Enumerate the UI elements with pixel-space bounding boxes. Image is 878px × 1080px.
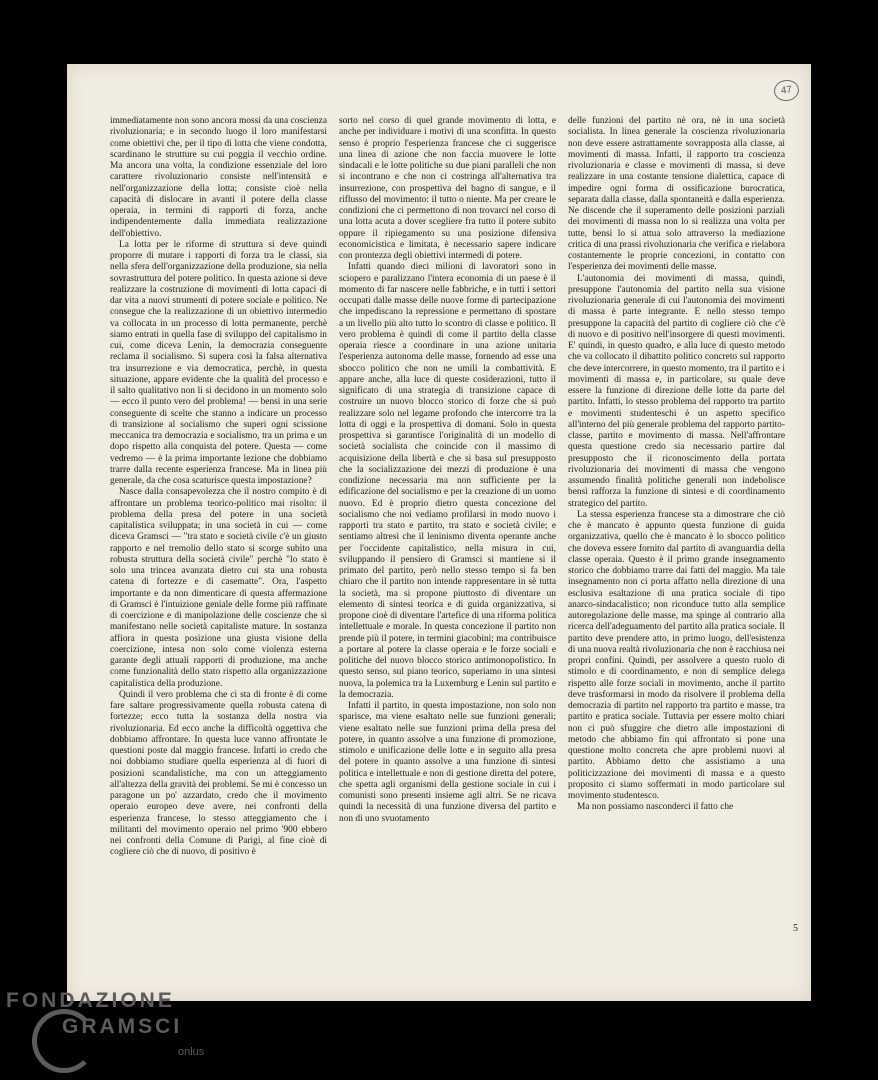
paragraph: immediatamente non sono ancora mossi da una coscienza rivoluzionaria; e in secondo luogo il loro manifestarsi come obiettivi che, per il tipo di lotta che viene condotta, scardinano le strutture su cui poggia il vecchio ordine. Ma ancora una volta, la condizione essenziale del loro carattere rivoluzionario consiste nell'intensità e nell'organizzazione della lotta; consiste cioè nella capacità di dislocare in avanti il potere della classe operaia, in termini di rapporti di forza, anche indipendentemente dalla immediata realizzazione dell'obiettivo.: [110, 116, 327, 239]
paragraph: delle funzioni del partito nè ora, nè in una società socialista. In linea generale la coscienza rivoluzionaria non deve essere astrattamente sovrapposta alla classe, ai movimenti di massa. Infatti, il rapporto tra coscienza rivoluzionaria e classe e movimenti di massa, si deve realizzare in una costante tensione dialettica, capace di impedire ogni forma di ossificazione burocratica, separata dalla classe, dalla spontaneità e dalla esperienza. Ne discende che il superamento delle posizioni parziali dei movimenti di massa non lo si realizza una volta per tutte, bensì lo si attua solo attraverso la mediazione critica di una prassi rivoluzionaria che verifica e rielabora costantemente le proprie concezioni, in contatto con l'esperienza dei movimenti delle masse.: [568, 116, 785, 273]
watermark-line2: GRAMSCI: [62, 1015, 183, 1038]
paragraph: La lotta per le riforme di struttura si deve quindi proporre di mutare i rapporti di forza tra le classi, sia nella sfera dell'organizzazione della produzione, sia nella sovrastruttura del potere politico. In questa azione si deve realizzare la costruzione di movimenti di lotta capaci di dar vita a nuovi strumenti di potere sociale e politico. Ne consegue che la realizzazione di un obiettivo intermedio va collocata in un processo di lotta permanente, perchè siamo entrati in quella fase di sviluppo del capitalismo in cui, come diceva Lenin, la democrazia conseguente reclama il socialismo. Si supera così la falsa alternativa tra insurrezione e via democratica, perchè, in questa situazione, appare evidente che la qualità del processo e il salto qualitativo non li si decidono in un momento solo — ecco il punto vero del problema! — bensì in una serie conseguente di scelte che stanno a indicare un processo di transizione al socialismo che superi ogni scissione meccanica tra democrazia e socialismo, tra un prima e un dopo rispetto alla conquista del potere. Questa — come vedremo — è la prima importante lezione che dobbiamo trarre dalla recente esperienza francese. Ma in linea più generale, da che cosa scaturisce questa impostazione?: [110, 239, 327, 486]
page-number: 5: [793, 923, 798, 934]
text-column-3: [568, 116, 785, 859]
paragraph: Quindi il vero problema che ci sta di fronte è di come fare saltare progressivamente quella robusta catena di fortezze; ecco tutta la sostanza della nostra via rivoluzionaria. Ed ecco anche la difficoltà oggettiva che dobbiamo affrontare. In questa luce vanno affrontate le questioni poste dal maggio francese. Infatti io credo che noi dobbiamo studiare quella esperienza al di fuori di posizioni scandalistiche, ma con un atteggiamento all'altezza della gravità dei problemi. Se mi è concesso un paragone un po' azzardato, credo che il movimento operaio europeo deve avere, nei confronti della esperienza francese, lo stesso atteggiamento che i militanti del movimento operaio nel primo '900 ebbero nei confronti della Comune di Parigi, al fine cioè di cogliere ciò che di nuovo, di positivo è: [110, 689, 327, 858]
paragraph: Nasce dalla consapevolezza che il nostro compito è di affrontare un problema teorico-politico mai risolto: il problema della presa del potere in una società capitalistica sviluppata; in una società in cui — come diceva Gramsci — "tra stato e società civile c'è un giusto rapporto e nel tremolio dello stato si scorge subito una robusta struttura della società civile" perchè "lo stato è solo una trincea avanzata dietro cui sta una robusta catena di fortezze e di casematte". Ora, l'aspetto importante e da non dimenticare di questa affermazione di Gramsci è l'intuizione geniale delle forme più raffinate di coercizione e di manipolazione delle coscienze che si manifestano nelle società capitaliste mature. In sostanza affiora in questa posizione una giusta visione della coercizione, intesa non solo come violenza esterna garante degli attuali rapporti di produzione, ma anche come funzionalità dello stato rispetto alla organizzazione capitalistica della produzione.: [110, 487, 327, 689]
fondazione-gramsci-watermark: [0, 985, 230, 1080]
paragraph: sorto nel corso di quel grande movimento di lotta, e anche per individuare i motivi di una sconfitta. In questo senso è proprio l'esperienza francese che ci suggerisce una linea di azione che non faccia muovere le lotte sindacali e le lotte politiche su due piani paralleli che non si incontrano e che non ci costringa all'alternativa tra insurrezione, con prospettiva del bagno di sangue, e il riflusso del movimento: il tutto o niente. Ma per creare le condizioni che ci permettono di non trovarci nel corso di una lotta acuta a dover scegliere fra tutto il potere subito oppure il ripiegamento su una posizione difensiva economicistica e limitata, è necessario sapere indicare con prontezza degli obiettivi intermedi di potere.: [339, 116, 556, 261]
watermark-line1: FONDAZIONE: [6, 989, 175, 1012]
paragraph: L'autonomia dei movimenti di massa, quindi, presuppone l'autonomia del partito nella sua visione rivoluzionaria generale di cui l'autonomia dei movimenti di massa è parte integrante. E nello stesso tempo presuppone la capacità del partito di cogliere ciò che c'è di nuovo e di positivo nell'insorgere di questi movimenti. E' quindi, in questo quadro, e alla luce di questo metodo che va collocato il dibattito politico concreto sul rapporto che deve intercorrere, in questo momento, tra il partito e i movimenti di massa e, in particolare, su quale deve essere la funzione di direzione delle lotte da parte del partito. Infatti, lo stesso problema del rapporto tra partito e movimenti studenteschi è un aspetto specifico all'interno del più generale problema del rapporto partito-classe, partito e movimento di massa. Nell'affrontare questa questione credo sia necessario partire dal presupposto che il riconoscimento della portata rivoluzionaria dei movimenti di massa che vengono assumendo finalità politiche generali non indebolisce bensì rafforza la funzione di sintesi e di coordinamento strategico del partito.: [568, 273, 785, 509]
text-columns: [110, 116, 785, 859]
text-column-2: [339, 116, 556, 859]
paragraph: Ma non possiamo nasconderci il fatto che: [577, 802, 734, 813]
paragraph: Infatti il partito, in questa impostazione, non solo non sparisce, ma viene esaltato nelle sue funzioni generali; viene esaltato nelle sue funzioni prima della presa del potere, in quanto assolve a una funzione di promozione, stimolo e unificazione delle lotte e in seguito alla presa del potere in quanto assolve a una funzione di sintesi politica e intellettuale e non di gestione diretta del potere, che spetta agli organismi della gestione sociale in cui i comunisti sono presenti insieme agli altri. Se ne ricava quindi la necessità di una funzione diversa del partito e non di uno svuotamento: [339, 701, 556, 824]
document-page: [67, 64, 811, 1001]
paragraph: Infatti quando dieci milioni di lavoratori sono in sciopero e paralizzano l'intera economia di un paese è il momento di far nascere nelle fabbriche, e in tutti i settori occupati dalle masse delle nuove forme di partecipazione che impediscano la repressione e permettano di spostare a un livello più alto tutto lo scontro di classe e politico. Il vero problema è quindi di come il partito della classe operaia riesce a coordinare in una azione unitaria l'esperienza autonoma delle masse, fornendo ad esse una sbocco politico che non ne umili la combattività. E appare anche, alla luce di queste cosiderazioni, tutto il significato di una strategia di transizione capace di costruire un nuovo blocco storico di forze che si può realizzare solo nel legame profondo che intercorre tra la lotta di oggi e la prospettiva di domani. Solo in questa prospettiva si garantisce l'originalità di un modello di società socialista che coincide con il massimo di acquisizione della libertà e che si basa sul presupposto che la socializzazione dei mezzi di produzione è una condizione necessaria ma non sufficiente per la edificazione del socialismo e per la creazione di un uomo nuovo. Ed è proprio dietro questa concezione del socialismo che noi vediamo profilarsi in modo nuovo i rapporti tra stato e partito, tra stato e società civile; e sentiamo altresì che il leninismo diventa operante anche per l'occidente capitalistico, nella misura in cui, sviluppando il pensiero di Gramsci si mantiene si il primato del partito, però nello stesso tempo si fa ben chiaro che il partito non intende rappresentare in sè tutta la società, ma si propone piuttosto di diventare un elemento di sintesi teorica e di guida organizzativa, si propone cioè di diventare l'artefice di una riforma politica intellettuale e morale. In questa concezione il partito non prende più il potere, in termini giacobini; ma contribuisce a portare al potere la classe operaia e le forze sociali e politiche del nuovo blocco storico antimonopolistico. In questo senso, sul piano teorico, superiamo in una sintesi nuova, la polemica tra la Luxemburg e Lenin sul partito e la democrazia.: [339, 262, 556, 700]
watermark-line3: onlus: [178, 1046, 205, 1058]
paragraph: La stessa esperienza francese sta a dimostrare che ciò che è mancato è appunto questa funzione di guida organizzativa, quello che è mancato è lo sbocco politico che doveva essere fornito dal partito di avanguardia della classe operaia. Questo è il primo grande insegnamento storico che dobbiamo trarre dai fatti del maggio. Ma tale insegnamento non ci porta affatto nella direzione di una esclusiva esaltazione di una pratica sociale di tipo anarco-sindacalistico; non riconduce tutto alla semplice autoregolazione delle masse, ma spinge al contrario alla ricerca dell'adeguamento del partito alla pratica sociale. Il partito deve prendere atto, in primo luogo, dell'esistenza di una nuova realtà rivoluzionaria che non è racchiusa nei propri confini. Quindi, per assolvere a questo ruolo di stimolo e di coordinamento, e non di semplice delega rispetto alle forze sociali in movimento, anche il partito deve trasformarsi in modo da risolvere il problema della democrazia di partito nel rapporto tra partito e masse, tra partito e pratica sociale. Tuttavia per essere molto chiari non ci può sfuggire che dietro alle impostazioni di metodo che abbiamo fin qui affrontato si pone una questione molto concreta che apre problemi nuovi al partito. Abbiamo detto che assistiamo a una politicizzazione dei movimenti di massa e a questo proposito ci siamo soffermati in modo particolare sul movimento studentesco.: [568, 509, 785, 801]
archive-page-stamp: 47: [773, 78, 801, 102]
text-column-1: [110, 116, 327, 859]
